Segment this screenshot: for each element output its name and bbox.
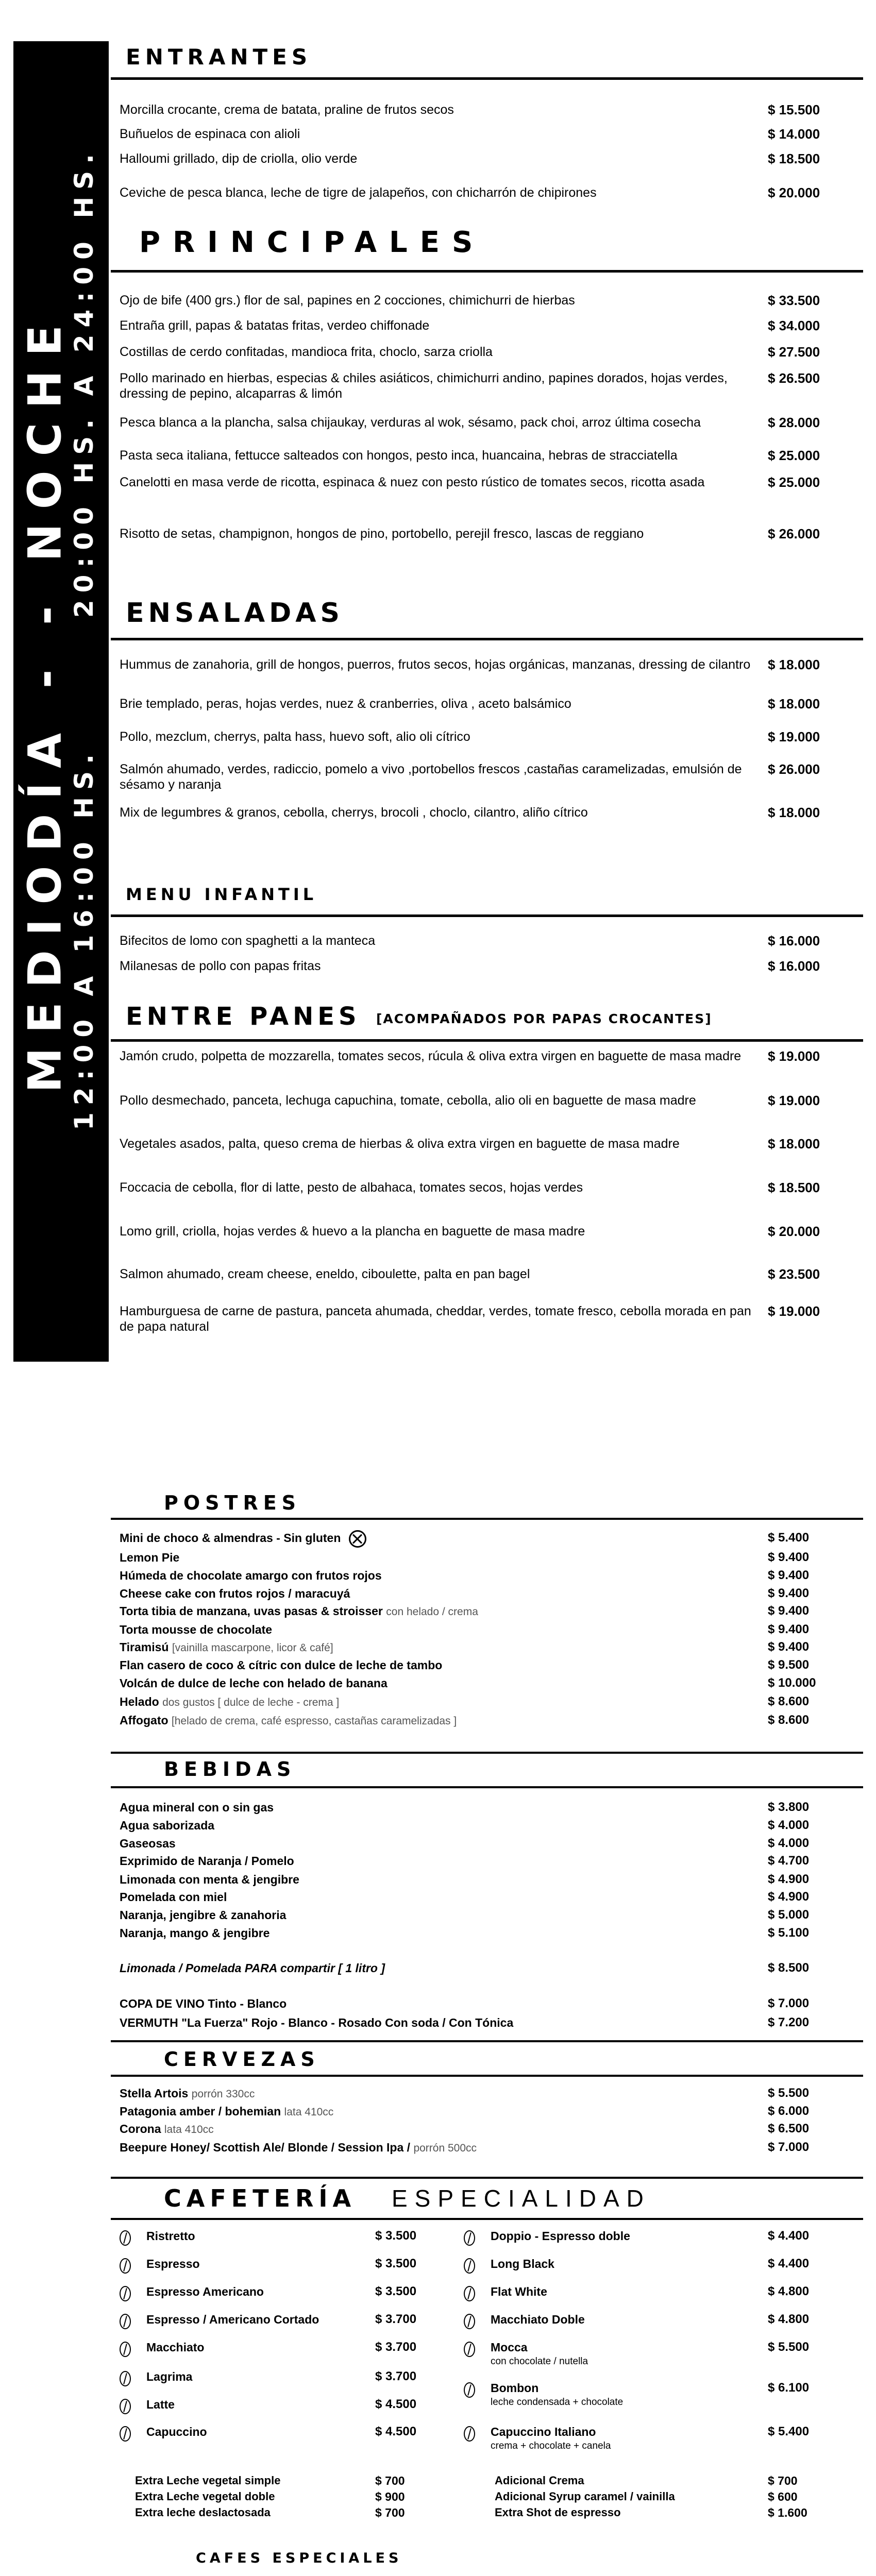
menu-item-price: $ 9.400 [768,1586,810,1600]
menu-item-price: $ 14.000 [768,126,820,142]
menu-item-price: $ 26.000 [768,526,820,541]
menu-item [120,1907,856,1925]
infantil-rule [111,914,863,917]
menu-item-row-text [120,1907,286,1923]
menu-item-name: Pesca blanca a la plancha, salsa chijaukay, verduras al wok, sésamo, pack choi, arroz última cosecha [120,415,701,430]
menu-item [120,696,856,732]
coffee-item-name: Macchiato Doble [491,2313,585,2326]
coffee-bean-icon [120,2286,131,2301]
menu-item-name: Ceviche de pesca blanca, leche de tigre de jalapeños, con chicharrón de chipirones [120,185,597,200]
menu-item-row-text [120,2121,214,2138]
menu-item-name: Lemon Pie [120,1551,180,1564]
menu-item-name: Hamburguesa de carne de pastura, panceta ahumada, cheddar, verdes, tomate fresco, cebolla morada en pan de papa natural [120,1304,751,1334]
menu-item-name: Helado [120,1695,159,1708]
menu-item-name: Naranja, mango & jengibre [120,1926,270,1940]
menu-item-row-text [120,2140,477,2156]
menu-item-price: $ 15.500 [768,102,820,117]
menu-item-name: Corona [120,2122,161,2136]
entrepanes-title: ENTRE PANES [126,1002,361,1031]
coffee-item-price: $ 3.500 [375,2229,417,2243]
menu-item-row-text [120,1818,214,1833]
coffee-item [464,2228,810,2259]
menu-item-note: lata 410cc [164,2124,214,2136]
menu-item-name: Volcán de dulce de leche con helado de banana [120,1676,388,1690]
menu-item-name: Agua saborizada [120,1819,215,1832]
extra-item-name: Extra leche deslactosada [135,2506,271,2519]
menu-item-name: Jamón crudo, polpetta de mozzarella, tomates secos, rúcula & oliva extra virgen en baguette de masa madre [120,1049,742,1063]
menu-item-price: $ 4.900 [768,1890,810,1904]
menu-item [120,1639,856,1657]
extra-item-name: Extra Shot de espresso [495,2506,621,2519]
menu-item-price: $ 5.500 [768,2086,810,2100]
menu-item-row-text [120,1550,179,1565]
extra-item-price: $ 1.600 [768,2506,807,2519]
coffee-item-name: Espresso [146,2257,200,2270]
coffee-item-price: $ 5.400 [768,2425,810,2438]
menu-item-note: con helado / crema [386,1606,478,1618]
menu-item-price: $ 28.000 [768,415,820,430]
menu-item-name: Halloumi grillado, dip de criolla, olio verde [120,151,358,166]
coffee-item [120,2228,439,2259]
menu-item-name: Exprimido de Naranja / Pomelo [120,1854,294,1868]
extra-item-price: $ 900 [375,2490,405,2503]
menu-item-price: $ 19.000 [768,729,820,744]
menu-item-price: $ 8.600 [768,1694,810,1708]
bebidas-rule [111,1786,863,1788]
coffee-bean-icon [464,2342,475,2357]
menu-item-note: [helado de crema, café espresso, castañas caramelizadas ] [171,1715,457,1727]
drink-special-price: $ 7.000 [768,1996,810,2010]
ensaladas-rule [111,638,863,640]
menu-item-name: Brie templado, peras, hojas verdes, nuez & cranberries, oliva , aceto balsámico [120,697,571,711]
menu-item [120,1530,856,1548]
infantil-title: MENU INFANTIL [126,885,317,904]
coffee-item [120,2397,439,2428]
coffee-bean-icon [120,2342,131,2357]
entrepanes-rule [111,1039,863,1042]
menu-item [120,1800,856,1817]
coffee-item-name: Capuccino [146,2425,207,2438]
drink-special-price: $ 7.200 [768,2015,810,2029]
drink-special [120,1996,856,2013]
coffee-item-name: Long Black [491,2257,554,2270]
coffee-item-price: $ 4.500 [375,2397,417,2411]
menu-item [120,1550,856,1567]
coffee-bean-icon [464,2230,475,2246]
menu-item-row-text [120,1586,350,1601]
menu-item-name: Milanesas de pollo con papas fritas [120,959,321,973]
coffee-item-price: $ 3.700 [375,2340,417,2354]
menu-item [120,474,856,511]
menu-item-name: Torta tibia de manzana, uvas pasas & stroisser [120,1604,383,1618]
menu-item-price: $ 16.000 [768,958,820,974]
coffee-item [464,2312,810,2343]
coffee-item-price: $ 3.700 [375,2312,417,2326]
menu-item-name: Torta mousse de chocolate [120,1623,273,1636]
menu-item [120,1586,856,1603]
menu-item-name: Vegetales asados, palta, queso crema de hierbas & oliva extra virgen en baguette de masa madre [120,1137,680,1151]
cafeteria-title-b: ESPECIALIDAD [392,2185,651,2212]
menu-item-name: Stella Artois [120,2087,189,2100]
menu-item-name: Flan casero de coco & cítric con dulce de leche de tambo [120,1658,443,1672]
menu-item-price: $ 4.700 [768,1854,810,1868]
menu-item [120,1603,856,1621]
menu-item-name: Gaseosas [120,1837,176,1850]
coffee-item [120,2284,439,2315]
cervezas-rule [111,2075,863,2077]
menu-item [120,370,856,406]
coffee-item-price: $ 3.500 [375,2284,417,2298]
menu-item-row-text [120,2086,255,2102]
menu-item-name: Naranja, jengibre & zanahoria [120,1908,287,1922]
menu-item-price: $ 5.100 [768,1926,810,1940]
menu-item-name: Mini de choco & almendras - Sin gluten [120,1531,341,1545]
menu-item-row-text [120,1713,457,1729]
menu-item-row-text [120,2104,333,2120]
menu-item [120,657,856,693]
coffee-bean-icon [120,2230,131,2246]
menu-item-name: Limonada con menta & jengibre [120,1873,299,1886]
menu-item-price: $ 18.000 [768,696,820,711]
menu-item-name: Agua mineral con o sin gas [120,1801,274,1814]
menu-item-name: Lomo grill, criolla, hojas verdes & huevo a la plancha en baguette de masa madre [120,1224,585,1239]
coffee-item-note: crema + chocolate + canela [491,2441,611,2451]
menu-item-price: $ 9.500 [768,1658,810,1672]
entrantes-title: ENTRANTES [126,44,312,70]
lunch-hours: 12:00 A 16:00 HS. [69,747,99,1130]
ensaladas-title: ENSALADAS [126,598,344,629]
menu-item-name: Affogato [120,1714,169,1727]
menu-item-row-text [120,1853,294,1869]
menu-item-price: $ 18.500 [768,151,820,166]
drink-special [120,2015,856,2032]
menu-item-row-text [120,1603,478,1620]
menu-item-price: $ 20.000 [768,185,820,200]
menu-item-note: porrón 500cc [413,2142,477,2154]
menu-item [120,1836,856,1853]
extra-item-name: Adicional Crema [495,2474,584,2487]
menu-item [120,729,856,765]
menu-item [120,2140,856,2157]
menu-item-price: $ 27.500 [768,344,820,360]
coffee-item [120,2312,439,2343]
coffee-item [120,2369,439,2400]
coffee-item-price: $ 4.400 [768,2229,810,2243]
menu-item [120,1303,856,1340]
menu-item [120,1657,856,1675]
menu-item-name: Bifecitos de lomo con spaghetti a la manteca [120,934,376,948]
coffee-bean-icon [120,2314,131,2329]
coffee-bean-icon [464,2426,475,2442]
coffee-item-price: $ 3.700 [375,2369,417,2383]
coffee-item-price: $ 4.800 [768,2284,810,2298]
menu-item-name: Risotto de setas, champignon, hongos de pino, portobello, perejil fresco, lascas de reggiano [120,527,644,541]
menu-item [120,2104,856,2121]
menu-item [120,1093,856,1129]
coffee-item-price: $ 5.500 [768,2340,810,2354]
menu-item-price: $ 9.400 [768,1550,810,1564]
menu-item [120,185,856,221]
menu-item-price: $ 18.000 [768,657,820,672]
extra-item-price: $ 700 [768,2474,798,2487]
menu-item [120,1853,856,1871]
menu-item-price: $ 34.000 [768,318,820,333]
cafeteria-rule [111,2218,863,2220]
postres-title: POSTRES [164,1492,301,1514]
entrantes-rule [111,77,863,80]
coffee-item [464,2284,810,2315]
coffee-item-price: $ 4.500 [375,2425,417,2438]
menu-item-name: Canelotti en masa verde de ricotta, espinaca & nuez con pesto rústico de tomates secos, ricotta asada [120,475,705,489]
menu-item-price: $ 6.500 [768,2122,810,2136]
menu-item-row-text [120,1657,442,1673]
menu-item-name: Pollo desmechado, panceta, lechuga capuchina, tomate, cebolla, alio oli en baguette de masa madre [120,1093,696,1108]
menu-item-name: Ojo de bife (400 grs.) flor de sal, papines en 2 cocciones, chimichurri de hierbas [120,293,575,308]
menu-item-price: $ 26.000 [768,761,820,777]
menu-item [120,415,856,451]
coffee-item-name: Bombon [491,2381,539,2395]
menu-item-price: $ 5.000 [768,1908,810,1922]
coffee-item-name: Lagrima [146,2370,193,2383]
service-title: MEDIODÍA - - NOCHE [18,310,71,1093]
menu-item-note: lata 410cc [284,2106,334,2118]
menu-item-row-text [120,1568,382,1583]
menu-item-row-text [120,1800,274,1815]
menu-item-price: $ 26.500 [768,370,820,386]
menu-item-price: $ 3.800 [768,1800,810,1814]
principales-title: PRINCIPALES [139,226,485,259]
menu-item-row-text [120,1889,227,1905]
menu-item-row-text [120,1836,176,1851]
menu-item-name: Mix de legumbres & granos, cebolla, cherrys, brocoli , choclo, cilantro, aliño cítrico [120,805,588,820]
menu-item-name: Entraña grill, papas & batatas fritas, verdeo chiffonade [120,318,430,333]
menu-item-row-text [120,1694,339,1710]
cervezas-title: CERVEZAS [164,2048,320,2071]
menu-item [120,2121,856,2139]
coffee-item-price: $ 3.500 [375,2257,417,2270]
coffee-bean-icon [120,2399,131,2414]
coffee-bean-icon [464,2258,475,2274]
menu-item-name: Pomelada con miel [120,1890,227,1904]
coffee-item-price: $ 4.400 [768,2257,810,2270]
coffee-item-name: Mocca [491,2341,528,2354]
coffee-bean-icon [464,2286,475,2301]
cafeteria-top-rule [111,2177,863,2179]
menu-item [120,761,856,798]
menu-item-price: $ 9.400 [768,1568,810,1582]
menu-item-name: Pollo marinado en hierbas, especias & chiles asiáticos, chimichurri andino, papines dorados, hojas verdes, dressing de pepino, alcaparras & limón [120,371,728,401]
menu-item-name: Salmon ahumado, cream cheese, eneldo, ciboulette, palta en pan bagel [120,1267,530,1281]
coffee-item-name: Macchiato [146,2341,205,2354]
menu-item-note: porrón 330cc [191,2088,255,2100]
menu-item [120,1136,856,1172]
coffee-bean-icon [120,2371,131,2386]
menu-item-price: $ 6.000 [768,2104,810,2118]
menu-item-price: $ 16.000 [768,933,820,948]
coffee-item-name: Capuccino Italiano [491,2425,596,2438]
coffee-item-name: Flat White [491,2285,547,2298]
extra-item-name: Extra Leche vegetal simple [135,2474,281,2487]
menu-item-price: $ 9.400 [768,1640,810,1654]
menu-item-price: $ 23.500 [768,1266,820,1282]
extra-item-name: Adicional Syrup caramel / vainilla [495,2490,675,2503]
menu-item-name: Cheese cake con frutos rojos / maracuyá [120,1587,350,1600]
bebidas-title: BEBIDAS [164,1758,296,1781]
menu-item-price: $ 7.000 [768,2140,810,2154]
menu-item [120,1568,856,1585]
gluten-free-icon [349,1530,366,1548]
dinner-hours: 20:00 HS. A 24:00 HS. [69,146,99,618]
extra-item-price: $ 700 [375,2474,405,2487]
menu-item-price: $ 20.000 [768,1224,820,1239]
entrepanes-subtitle: [ACOMPAÑADOS POR PAPAS CROCANTES] [376,1011,712,1026]
coffee-item-name: Espresso / Americano Cortado [146,2313,319,2326]
coffee-item-price: $ 6.100 [768,2381,810,2395]
coffee-item [464,2340,810,2370]
menu-item-row-text [120,1925,269,1941]
menu-item-price: $ 18.000 [768,1136,820,1151]
drink-special-name: COPA DE VINO Tinto - Blanco [120,1997,287,2010]
menu-item-note: dos gustos [ dulce de leche - crema ] [162,1697,340,1708]
menu-item [120,1872,856,1889]
menu-item-name: Húmeda de chocolate amargo con frutos rojos [120,1569,382,1582]
coffee-item-name: Latte [146,2398,175,2411]
menu-item-name: Hummus de zanahoria, grill de hongos, puerros, frutos secos, hojas orgánicas, manzanas, dressing de cilantro [120,657,751,672]
menu-item-price: $ 25.000 [768,474,820,490]
menu-item [120,1675,856,1693]
cafeteria-title-a: CAFETERÍA [164,2184,357,2212]
menu-item-name: Pasta seca italiana, fettucce salteados con hongos, pesto inca, huancaina, hebras de stracciatella [120,448,678,463]
drink-special [120,1960,856,1978]
coffee-item-note: con chocolate / nutella [491,2356,588,2367]
extra-item-name: Extra Leche vegetal doble [135,2490,275,2503]
extra-item-price: $ 600 [768,2490,798,2503]
menu-item [120,526,856,562]
menu-item-price: $ 18.500 [768,1180,820,1195]
drink-special-price: $ 8.500 [768,1961,810,1975]
menu-item-price: $ 25.000 [768,448,820,463]
menu-item [120,2086,856,2103]
menu-item-name: Morcilla crocante, crema de batata, praline de frutos secos [120,103,454,117]
coffee-item [464,2424,810,2455]
menu-item [120,1224,856,1260]
menu-item-price: $ 9.400 [768,1604,810,1618]
menu-item-price: $ 4.000 [768,1818,810,1832]
menu-item [120,958,856,994]
menu-item [120,1694,856,1711]
coffee-item-name: Ristretto [146,2229,195,2243]
menu-item-name: Buñuelos de espinaca con alioli [120,127,300,141]
menu-item-price: $ 9.400 [768,1622,810,1636]
coffee-item [464,2380,810,2411]
menu-item-name: Salmón ahumado, verdes, radiccio, pomelo a vivo ,portobellos frescos ,castañas caramelizadas, emulsión de sésamo y naranja [120,762,742,792]
coffee-bean-icon [120,2258,131,2274]
menu-item [120,1180,856,1216]
menu-item-price: $ 19.000 [768,1303,820,1319]
coffee-item-name: Doppio - Espresso doble [491,2229,630,2243]
menu-item-row-text [120,1639,333,1656]
menu-item-price: $ 4.900 [768,1872,810,1886]
coffee-item [120,2424,439,2455]
menu-item-price: $ 18.000 [768,805,820,820]
menu-item-price: $ 19.000 [768,1093,820,1108]
especiales-title: CAFES ESPECIALES [196,2550,402,2566]
menu-item-name: Costillas de cerdo confitadas, mandioca frita, choclo, sarza criolla [120,345,493,359]
menu-item [120,1713,856,1730]
menu-item-row-text [120,1675,388,1691]
menu-item-price: $ 33.500 [768,293,820,308]
menu-item-name: Pollo, mezclum, cherrys, palta hass, huevo soft, alio oli cítrico [120,730,470,744]
menu-item-price: $ 19.000 [768,1048,820,1064]
menu-item [120,1622,856,1639]
menu-item-price: $ 8.600 [768,1713,810,1727]
menu-item-row-text [120,1530,366,1548]
menu-item-row-text [120,1622,272,1637]
menu-item-name: Foccacia de cebolla, flor di latte, pesto de albahaca, tomates secos, hojas verdes [120,1180,583,1195]
coffee-item [464,2256,810,2287]
menu-item-price: $ 4.000 [768,1836,810,1850]
menu-item-name: Patagonia amber / bohemian [120,2105,281,2118]
menu-item [120,1925,856,1943]
coffee-item-note: leche condensada + chocolate [491,2397,624,2408]
menu-item-price: $ 5.400 [768,1531,810,1545]
drink-special-name: VERMUTH "La Fuerza" Rojo - Blanco - Rosado Con soda / Con Tónica [120,2016,514,2029]
menu-item-name: Beepure Honey/ Scottish Ale/ Blonde / Session Ipa / [120,2141,411,2154]
menu-item-note: [vainilla mascarpone, licor & café] [172,1642,333,1654]
coffee-item [120,2340,439,2370]
principales-rule [111,270,863,273]
sidebar-band [13,41,109,1362]
cervezas-top-rule [111,2040,863,2042]
coffee-bean-icon [464,2314,475,2329]
coffee-item-name: Espresso Americano [146,2285,264,2298]
coffee-bean-icon [120,2426,131,2442]
menu-item [120,151,856,187]
extra-item-price: $ 700 [375,2506,405,2519]
menu-item [120,1266,856,1302]
coffee-bean-icon [464,2382,475,2398]
menu-item [120,805,856,841]
bebidas-top-rule [111,1752,863,1754]
menu-item [120,1818,856,1835]
menu-item [120,1889,856,1907]
coffee-item-price: $ 4.800 [768,2312,810,2326]
drink-special-name: Limonada / Pomelada PARA compartir [ 1 litro ] [120,1961,385,1975]
menu-item-price: $ 10.000 [768,1676,816,1690]
menu-item-name: Tiramisú [120,1640,169,1654]
postres-rule [111,1518,863,1520]
coffee-item [120,2256,439,2287]
menu-item-row-text [120,1872,299,1887]
menu-item [120,1048,856,1084]
